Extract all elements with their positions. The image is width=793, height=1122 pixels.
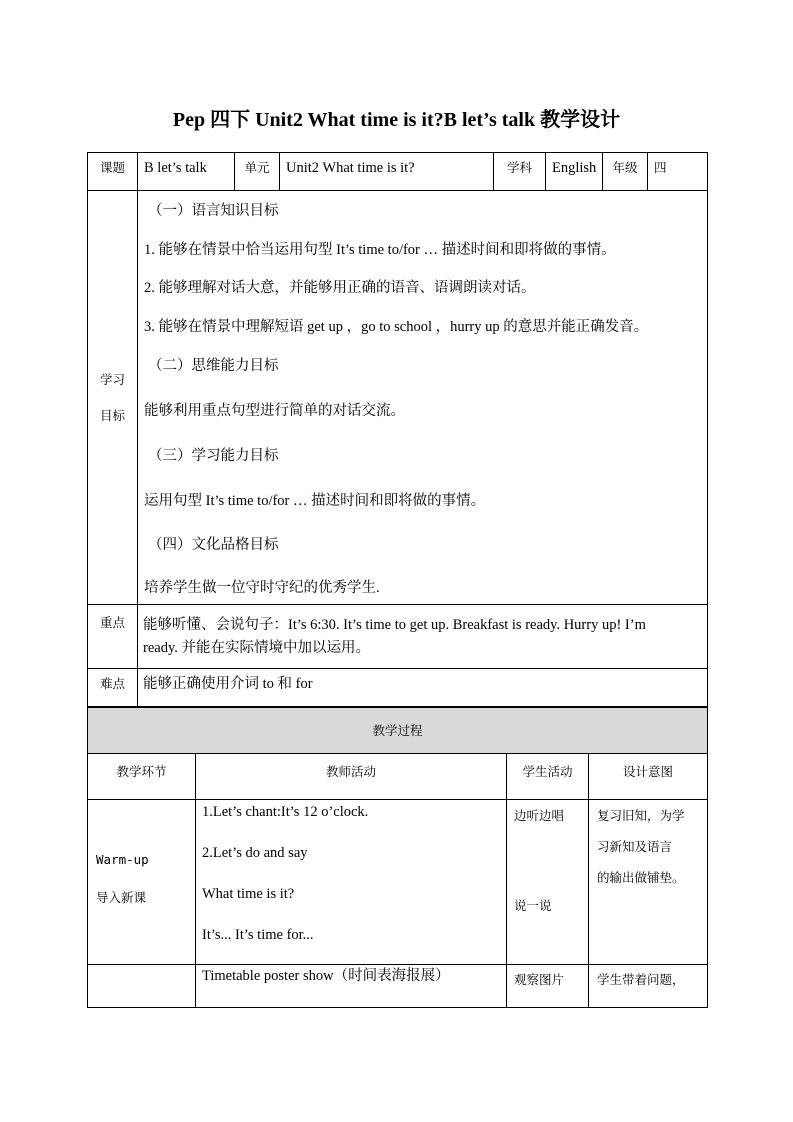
objective-line-7: （三）学习能力目标 (148, 448, 279, 464)
warmup-intent-cell (589, 800, 708, 965)
key-points-label: 重点 (88, 605, 138, 669)
topic-value: B let’s talk (138, 153, 235, 191)
objective-line-10: 培养学生做一位守时守纪的优秀学生. (144, 580, 380, 596)
objective-line-3: 2. 能够理解对话大意，并能够用正确的语音、语调朗读对话。 (144, 280, 536, 296)
page-title: Pep 四下 Unit2 What time is it?B let’s talk 教学设计 (172, 109, 621, 131)
subject-label: 学科 (494, 153, 546, 191)
col-student-header: 学生活动 (507, 754, 589, 800)
objective-line-2: 1. 能够在情景中恰当运用句型 It’s time to/for … 描述时间和即将做的事情。 (144, 242, 616, 258)
objective-line-5: （二）思维能力目标 (148, 358, 279, 374)
objective-line-9: （四）文化品格目标 (148, 537, 279, 553)
col-intent-header: 设计意图 (589, 754, 708, 800)
warmup-student-cell (507, 800, 589, 965)
grade-label: 年级 (603, 153, 648, 191)
unit-label: 单元 (235, 153, 280, 191)
key-points-content (138, 605, 708, 669)
unit-value: Unit2 What time is it? (280, 153, 494, 191)
warmup-stage-cn: 导入新课 (96, 890, 147, 905)
difficulties-label: 难点 (88, 669, 138, 707)
warmup-intent-line-3: 的输出做铺垫。 (597, 870, 685, 885)
poster-intent-cell: 学生带着问题， (589, 965, 708, 1008)
poster-stage-cell (88, 965, 196, 1008)
poster-student-cell: 观察图片 (507, 965, 589, 1008)
warmup-intent-line-2: 习新知及语言 (597, 839, 673, 854)
poster-teacher-cell: Timetable poster show（时间表海报展） (196, 965, 507, 1008)
difficulties-content: 能够正确使用介词 to 和 for (138, 669, 708, 707)
lesson-info-table (87, 152, 708, 707)
warmup-teacher-cell (196, 800, 507, 965)
process-header: 教学过程 (88, 708, 708, 754)
warmup-teacher-line-2: 2.Let’s do and say (202, 845, 308, 861)
topic-label: 课题 (88, 153, 138, 191)
objectives-label (88, 191, 138, 605)
objectives-label-line-1: 学习 (99, 371, 125, 387)
objective-line-6: 能够利用重点句型进行简单的对话交流。 (144, 403, 405, 419)
warmup-stage-en: Warm-up (96, 852, 149, 867)
warmup-stage-cell (88, 800, 196, 965)
subject-value: English (546, 153, 603, 191)
warmup-student-line-2: 说一说 (514, 898, 552, 913)
grade-value: 四 (648, 153, 708, 191)
key-points-line-1: 能够听懂、会说句子：It’s 6:30. It’s time to get up. Breakfast is ready. Hurry up! I’m (143, 617, 646, 633)
warmup-intent-line-1: 复习旧知，为学 (597, 808, 685, 823)
col-stage-header: 教学环节 (88, 754, 196, 800)
teaching-process-table (87, 707, 708, 1008)
warmup-teacher-line-3: What time is it? (202, 886, 295, 902)
objective-line-1: （一）语言知识目标 (148, 203, 279, 219)
key-points-line-2: ready. 并能在实际情境中加以运用。 (143, 640, 371, 656)
warmup-student-line-1: 边听边唱 (514, 808, 565, 823)
objectives-label-line-2: 目标 (99, 407, 125, 423)
warmup-teacher-line-1: 1.Let’s chant:It’s 12 o’clock. (202, 804, 369, 820)
warmup-teacher-line-4: It’s... It’s time for... (202, 927, 314, 943)
objective-line-8: 运用句型 It’s time to/for … 描述时间和即将做的事情。 (144, 493, 486, 509)
col-teacher-header: 教师活动 (196, 754, 507, 800)
objective-line-4: 3. 能够在情景中理解短语 get up ，go to school ，hurry up 的意思并能正确发音。 (144, 319, 649, 335)
